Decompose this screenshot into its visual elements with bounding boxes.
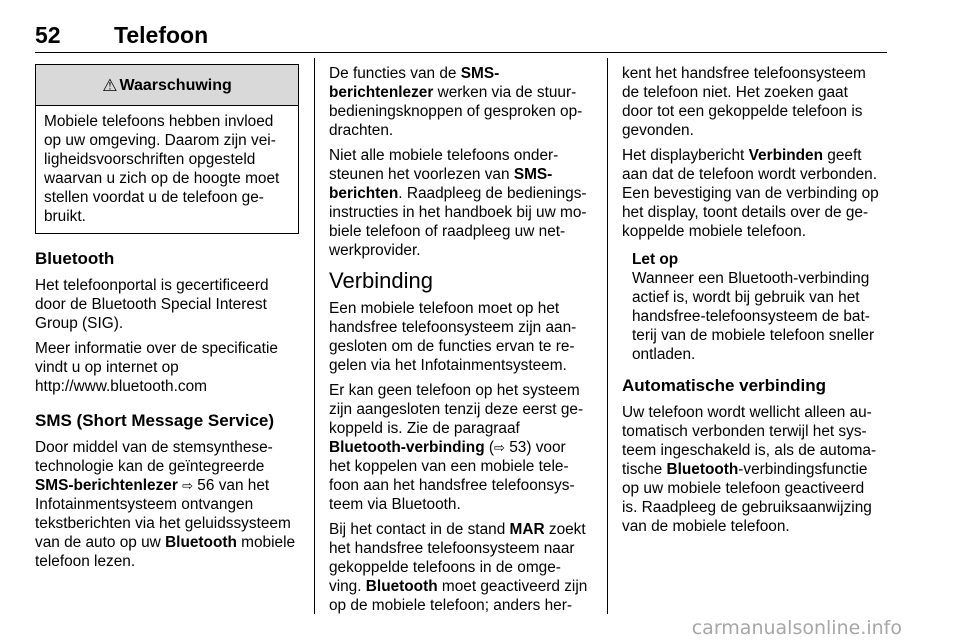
paragraph: [329, 64, 597, 140]
verbinden-term: Verbinden: [748, 147, 824, 164]
paragraph: [329, 381, 597, 514]
text-run: Het displaybericht: [622, 147, 749, 164]
column-2: [329, 64, 597, 621]
text-line: gevonden.: [622, 122, 694, 139]
text-line: op uw omgeving. Daarom zijn vei-: [44, 132, 276, 149]
text-line: is. Raadpleeg de gebruiksaanwijzing: [622, 499, 872, 516]
warning-title: Waarschuwing: [119, 76, 232, 94]
text-line: Bluetooth-verbinding (⇨ 53) voor: [329, 439, 566, 456]
warning-header: [36, 65, 298, 106]
page-ref-text: 53) voor: [504, 439, 566, 456]
text-line: op de mobiele telefoon; anders her-: [329, 597, 572, 614]
note-heading: Let op: [632, 251, 679, 268]
paragraph: [35, 339, 303, 396]
text-line: het display, toont details over de ge-: [622, 204, 869, 221]
text-line: teem ingeschakeld is, als de automa-: [622, 442, 877, 459]
paragraph: [35, 276, 303, 333]
text-line: Group (SIG).: [35, 315, 124, 332]
text-line: ligheidsvoorschriften opgesteld: [44, 151, 256, 168]
text-run: steunen het voorlezen van: [329, 166, 514, 183]
text-line: telefoon lezen.: [35, 553, 136, 570]
paragraph: [622, 146, 896, 241]
sms-term: SMS-: [513, 166, 553, 183]
column-3: [622, 64, 896, 542]
text-line: [329, 184, 597, 203]
page-ref-icon: ⇨: [182, 478, 194, 493]
column-divider-1: [314, 58, 315, 614]
text-line: tekstberichten via het geluidssysteem: [35, 515, 291, 532]
text-line: het handsfree telefoonsysteem naar: [329, 540, 575, 557]
text-line: het koppelen van een mobiele tele-: [329, 458, 569, 475]
text-line: [329, 577, 597, 596]
bluetooth-term: Bluetooth: [365, 578, 438, 595]
header-divider: [35, 52, 887, 53]
paragraph: [35, 438, 303, 571]
text-line: werkprovider.: [329, 242, 421, 259]
text-line: Er kan geen telefoon op het systeem: [329, 382, 580, 399]
text-line: Mobiele telefoons hebben invloed: [44, 113, 274, 130]
text-run: mobiele: [236, 534, 296, 551]
text-run: . Raadpleeg de bedienings-: [398, 185, 587, 202]
text-line: Uw telefoon wordt wellicht alleen au-: [622, 404, 872, 421]
text-line: Door middel van de stemsynthese-: [35, 439, 273, 456]
text-line: gelen via het Infotainmentsysteem.: [329, 357, 567, 374]
text-run: -verbindingsfunctie: [738, 461, 868, 478]
text-line: Een bevestiging van de verbinding op: [622, 185, 879, 202]
text-line: bruikt.: [44, 208, 86, 225]
text-run: tische: [622, 461, 667, 478]
text-line: Infotainmentsysteem ontvangen: [35, 496, 254, 513]
text-run: van de auto op uw: [35, 534, 166, 551]
text-line: [329, 64, 597, 83]
text-line: [622, 460, 896, 479]
text-run: De functies van de: [329, 65, 461, 82]
text-line: Wanneer een Bluetooth-verbinding: [632, 270, 870, 287]
text-run: geeft: [823, 147, 862, 164]
text-run: ving.: [329, 578, 366, 595]
text-line: gesloten om de functies ervan te re-: [329, 338, 575, 355]
watermark: carmanualsonline.info: [691, 617, 902, 639]
text-line: terij van de mobiele telefoon sneller: [632, 327, 875, 344]
paragraph: [622, 403, 896, 536]
page-title: Telefoon: [114, 22, 209, 48]
text-line: waarvan u zich op de hoogte moet: [44, 170, 280, 187]
text-line: [35, 476, 303, 495]
bluetooth-term: Bluetooth: [666, 461, 739, 478]
text-line: koppeld is. Zie de paragraaf: [329, 420, 520, 437]
text-line: drachten.: [329, 122, 394, 139]
column-1: [35, 64, 303, 577]
note-box: [622, 250, 896, 364]
sms-term: SMS-: [460, 65, 500, 82]
page-ref-icon: ⇨: [494, 440, 505, 455]
sms-term: berichten: [329, 185, 399, 202]
text-line: ontladen.: [632, 346, 696, 363]
heading-sms: SMS (Short Message Service): [35, 411, 275, 430]
bluetooth-term: Bluetooth: [165, 534, 237, 551]
heading-auto-connection: Automatische verbinding: [622, 376, 827, 395]
paragraph: [329, 520, 597, 615]
heading-bluetooth: Bluetooth: [35, 249, 115, 268]
sms-term: berichtenlezer: [329, 84, 434, 101]
text-line: Een mobiele telefoon moet op het: [329, 300, 560, 317]
text-line: door de Bluetooth Special Interest: [35, 296, 267, 313]
sms-reader-term: SMS-berichtenlezer: [35, 477, 178, 494]
text-line: op uw mobiele telefoon geactiveerd: [622, 480, 865, 497]
page-number: 52: [35, 22, 61, 48]
text-line: [329, 520, 597, 539]
mar-term: MAR: [509, 521, 545, 538]
text-line: bedieningsknoppen of gesproken op-: [329, 103, 583, 120]
text-line: teem via Bluetooth.: [329, 496, 461, 513]
text-line: vindt u op internet op: [35, 359, 179, 376]
text-line: actief is, wordt bij gebruik van het: [632, 289, 860, 306]
text-run: zoekt: [544, 521, 586, 538]
paragraph: [622, 64, 896, 140]
text-line: handsfree-telefoonsysteem de bat-: [632, 308, 870, 325]
text-line: Niet alle mobiele telefoons onder-: [329, 147, 559, 164]
column-divider-2: [607, 58, 608, 614]
text-line: door tot een gekoppelde telefoon is: [622, 103, 863, 120]
warning-triangle-icon: ⚠: [102, 75, 118, 95]
text-line: zijn aangesloten tenzij deze eerst ge-: [329, 401, 584, 418]
text-line: [329, 83, 597, 102]
text-line: koppelde mobiele telefoon.: [622, 223, 806, 240]
bluetooth-url: http://www.bluetooth.com: [35, 378, 207, 395]
text-line: aan dat de telefoon wordt verbonden.: [622, 166, 877, 183]
warning-text: [36, 106, 298, 233]
text-line: stellen voordat u de telefoon ge-: [44, 189, 264, 206]
text-line: kent het handsfree telefoonsysteem: [622, 65, 866, 82]
text-line: de telefoon niet. Het zoeken gaat: [622, 84, 848, 101]
text-line: [329, 165, 597, 184]
paragraph: [329, 146, 597, 260]
text-run: moet geactiveerd zijn: [437, 578, 588, 595]
bluetooth-connection-term: Bluetooth-verbinding: [329, 439, 485, 456]
page-ref-text: 56 van het: [193, 477, 270, 494]
paragraph: [329, 299, 597, 375]
text-run: werken via de stuur-: [433, 84, 577, 101]
text-line: van de mobiele telefoon.: [622, 518, 790, 535]
text-run: Bij het contact in de stand: [329, 521, 510, 538]
text-line: Het telefoonportal is gecertificeerd: [35, 277, 269, 294]
text-line: gekoppelde telefoons in de omge-: [329, 559, 561, 576]
text-line: Meer informatie over de specificatie: [35, 340, 278, 357]
text-line: instructies in het handboek bij uw mo-: [329, 204, 587, 221]
text-line: foon aan het handsfree telefoonsys-: [329, 477, 575, 494]
text-line: handsfree telefoonsysteem zijn aan-: [329, 319, 577, 336]
text-line: tomatisch verbonden terwijl het sys-: [622, 423, 867, 440]
heading-verbinding: Verbinding: [329, 268, 433, 293]
warning-box: [35, 64, 299, 234]
text-line: [622, 146, 896, 165]
text-line: [35, 533, 303, 552]
page-header: [35, 22, 887, 56]
text-line: biele telefoon of raadpleeg uw net-: [329, 223, 566, 240]
text-line: technologie kan de geïntegreerde: [35, 458, 265, 475]
